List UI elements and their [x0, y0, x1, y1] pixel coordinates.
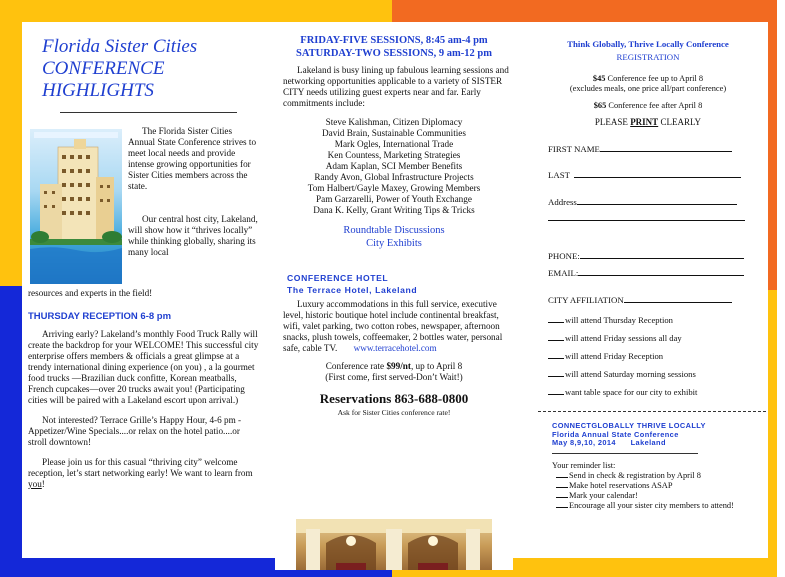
- address-line-2[interactable]: [548, 219, 745, 221]
- rate-deadline: , up to April 8: [410, 361, 463, 371]
- hotel-description: [283, 299, 507, 354]
- you-emphasis: you: [28, 479, 42, 489]
- city-affiliation-label: CITY AFFILIATION: [548, 295, 624, 305]
- checkbox-blank[interactable]: [548, 340, 564, 341]
- late-fee-text: Conference fee after April 8: [606, 101, 703, 110]
- phone-field[interactable]: [548, 251, 768, 261]
- reminder-list-title: Your reminder list:: [552, 460, 616, 470]
- reception-paragraph-2: Not interested? Terrace Grille’s Happy Hour, 4-6 pm - Appetizer/Wine Specials....or relax on the hotel patio....or stroll downtown!: [28, 415, 242, 447]
- reception-paragraph-3-text: Please join us for this casual “thriving city” welcome reception, let’s start networking early! We want to learn from: [28, 457, 253, 478]
- reminder-item: [552, 471, 768, 481]
- early-fee-text: Conference fee up to April 8: [605, 74, 704, 83]
- reception-paragraph-1: Arriving early? Lakeland’s monthly Food Truck Rally will create the backdrop for your WELCOME! This successful city enterprise offers members & officials a great glimpse at a trendy international dining experience (on you) , a la gourmet food trucks —Brazilian duck confitte, Korean meatballs, French cupcakes—over 20 trucks await you! (Participating cities will be paired with a Lakeland escort upon arrival.): [28, 329, 259, 405]
- checkbox-blank[interactable]: [548, 376, 564, 377]
- speaker-item: Randy Avon, Global Infrastructure Projects: [314, 172, 474, 182]
- orange-top-bar: [392, 0, 777, 22]
- sessions-intro: Lakeland is busy lining up fabulous learning sessions and networking opportunities applicable to a variety of SISTER CITY needs utilizing guest experts near and far. Early commitments include:: [283, 65, 509, 108]
- city-affiliation-field[interactable]: [548, 295, 768, 305]
- email-field[interactable]: [548, 268, 768, 278]
- exhibit-table-space[interactable]: [548, 383, 768, 401]
- speaker-item: Adam Kaplan, SCI Member Benefits: [325, 161, 463, 171]
- phone-label: PHONE:: [548, 251, 580, 261]
- title-line-3: HIGHLIGHTS: [42, 80, 154, 101]
- check-label: will attend Friday sessions all day: [565, 333, 682, 343]
- saturday-heading: SATURDAY-TWO SESSIONS, 9 am-12 pm: [296, 48, 492, 59]
- title-line-1: Florida Sister Cities: [42, 36, 198, 57]
- attend-friday-reception[interactable]: [548, 347, 768, 365]
- rate-text: Conference rate: [325, 361, 387, 371]
- host-city-paragraph: Our central host city, Lakeland, will show how it “thrives locally” while thinking globally, sharing its many local: [128, 214, 258, 257]
- first-name-label: FIRST NAME: [548, 144, 600, 154]
- yellow-top-bar: [0, 0, 392, 22]
- speaker-item: Dana K. Kelly, Grant Writing Tips & Tricks: [313, 205, 475, 215]
- check-label: will attend Friday Reception: [565, 351, 664, 361]
- address-field[interactable]: [548, 197, 768, 207]
- check-label: will attend Thursday Reception: [565, 315, 673, 325]
- yellow-right-bar: [768, 290, 777, 577]
- late-fee-amount: $65: [593, 101, 607, 110]
- attend-saturday-sessions[interactable]: [548, 365, 768, 383]
- reception-heading: THURSDAY RECEPTION 6-8 pm: [28, 311, 172, 322]
- address-label: Address: [548, 197, 577, 207]
- early-fee-amount: $45: [592, 74, 606, 83]
- last-name-field[interactable]: [548, 170, 768, 180]
- speaker-list: [275, 117, 513, 216]
- reminder-item: [552, 491, 768, 501]
- reminder-text: Encourage all your sister city members to attend!: [569, 500, 734, 510]
- lakeland-postcard-image: [30, 129, 122, 284]
- reminder-divider: [552, 453, 698, 454]
- yellow-left-bar: [0, 0, 22, 286]
- last-name-label: LAST: [548, 170, 570, 180]
- attend-thursday-reception[interactable]: [548, 311, 768, 329]
- rate-request-note: Ask for Sister Cities conference rate!: [337, 408, 451, 417]
- early-fee-note: (excludes meals, one price all/part conference): [569, 84, 727, 93]
- speaker-item: Tom Halbert/Gayle Maxey, Growing Members: [307, 183, 481, 193]
- early-fee: [528, 74, 768, 84]
- orange-right-bar: [768, 0, 777, 290]
- reception-paragraph-3-end: !: [41, 479, 45, 489]
- reservations-phone: Reservations 863-688-0800: [319, 391, 469, 406]
- registration-subheading: REGISTRATION: [616, 52, 680, 62]
- intro-paragraph: The Florida Sister Cities Annual State Conference strives to meet local needs and provide intense growing opportunities for Sister Cities members across the state.: [128, 126, 257, 191]
- panel-highlights: [22, 22, 267, 558]
- hotel-website-link[interactable]: www.terracehotel.com: [353, 343, 437, 353]
- speaker-item: Pam Garzarelli, Power of Youth Exchange: [316, 194, 472, 204]
- checkbox-blank[interactable]: [548, 322, 564, 323]
- reminder-card-date: May 8,9,10, 2014 Lakeland: [552, 438, 666, 447]
- speaker-item: Mark Ogles, International Trade: [334, 139, 454, 149]
- hotel-heading: CONFERENCE HOTEL: [287, 273, 389, 283]
- friday-heading: FRIDAY-FIVE SESSIONS, 8:45 am-4 pm: [300, 35, 488, 46]
- rate-amount: $99/nt: [386, 361, 411, 371]
- check-label: will attend Saturday morning sessions: [565, 369, 696, 379]
- hotel-description-text: Luxury accommodations in this full service, executive level, historic boutique hotel include continental breakfast, wifi, valet parking, two cotton robes, newspaper, afternoon snacks, plush towels, coffeemaker, 2 bottles water, personal safe, cable TV.: [283, 299, 503, 353]
- hotel-lobby-photo: [296, 519, 492, 570]
- reminder-text: Mark your calendar!: [569, 490, 638, 500]
- print-emphasis: PRINT: [630, 117, 659, 127]
- reminder-text: Make hotel reservations ASAP: [569, 480, 673, 490]
- exhibits-label: City Exhibits: [366, 238, 422, 249]
- panel-sessions: [275, 22, 513, 570]
- blue-left-bar: [0, 286, 22, 558]
- panel-registration: [528, 22, 768, 558]
- print-note-text: PLEASE: [594, 117, 631, 127]
- reminder-item: [552, 501, 746, 511]
- checkbox-blank[interactable]: [548, 358, 564, 359]
- rate-note: (First come, first served-Don’t Wait!): [325, 372, 463, 382]
- registration-heading: Think Globally, Thrive Locally Conference: [567, 39, 729, 49]
- host-city-paragraph-end: resources and experts in the field!: [28, 288, 153, 298]
- title-line-2: CONFERENCE: [42, 58, 165, 79]
- reminder-card-title: CONNECTGLOBALLY THRIVE LOCALLY: [552, 421, 706, 430]
- print-clearly-note: [528, 117, 768, 127]
- speaker-item: Ken Countess, Marketing Strategies: [327, 150, 461, 160]
- roundtable-label: Roundtable Discussions: [343, 225, 445, 236]
- reception-paragraph-3: [28, 457, 259, 490]
- speaker-item: David Brain, Sustainable Communities: [322, 128, 466, 138]
- cut-line: [538, 411, 766, 412]
- reminder-card-subtitle: Florida Annual State Conference: [552, 429, 679, 439]
- print-note-end: CLEARLY: [658, 117, 702, 127]
- check-label: want table space for our city to exhibit: [565, 387, 698, 397]
- reminder-text: Send in check & registration by April 8: [569, 470, 701, 480]
- attend-friday-sessions[interactable]: [548, 329, 768, 347]
- speaker-item: Steve Kalishman, Citizen Diplomacy: [325, 117, 463, 127]
- brochure-title: [42, 36, 267, 102]
- late-fee: [528, 101, 768, 111]
- title-divider: [60, 112, 237, 113]
- email-label: EMAIL:: [548, 268, 579, 278]
- conference-rate: [275, 361, 513, 372]
- first-name-field[interactable]: [548, 144, 768, 154]
- checkbox-blank[interactable]: [548, 394, 564, 395]
- hotel-name: The Terrace Hotel, Lakeland: [287, 285, 418, 295]
- reminder-item: [552, 481, 768, 491]
